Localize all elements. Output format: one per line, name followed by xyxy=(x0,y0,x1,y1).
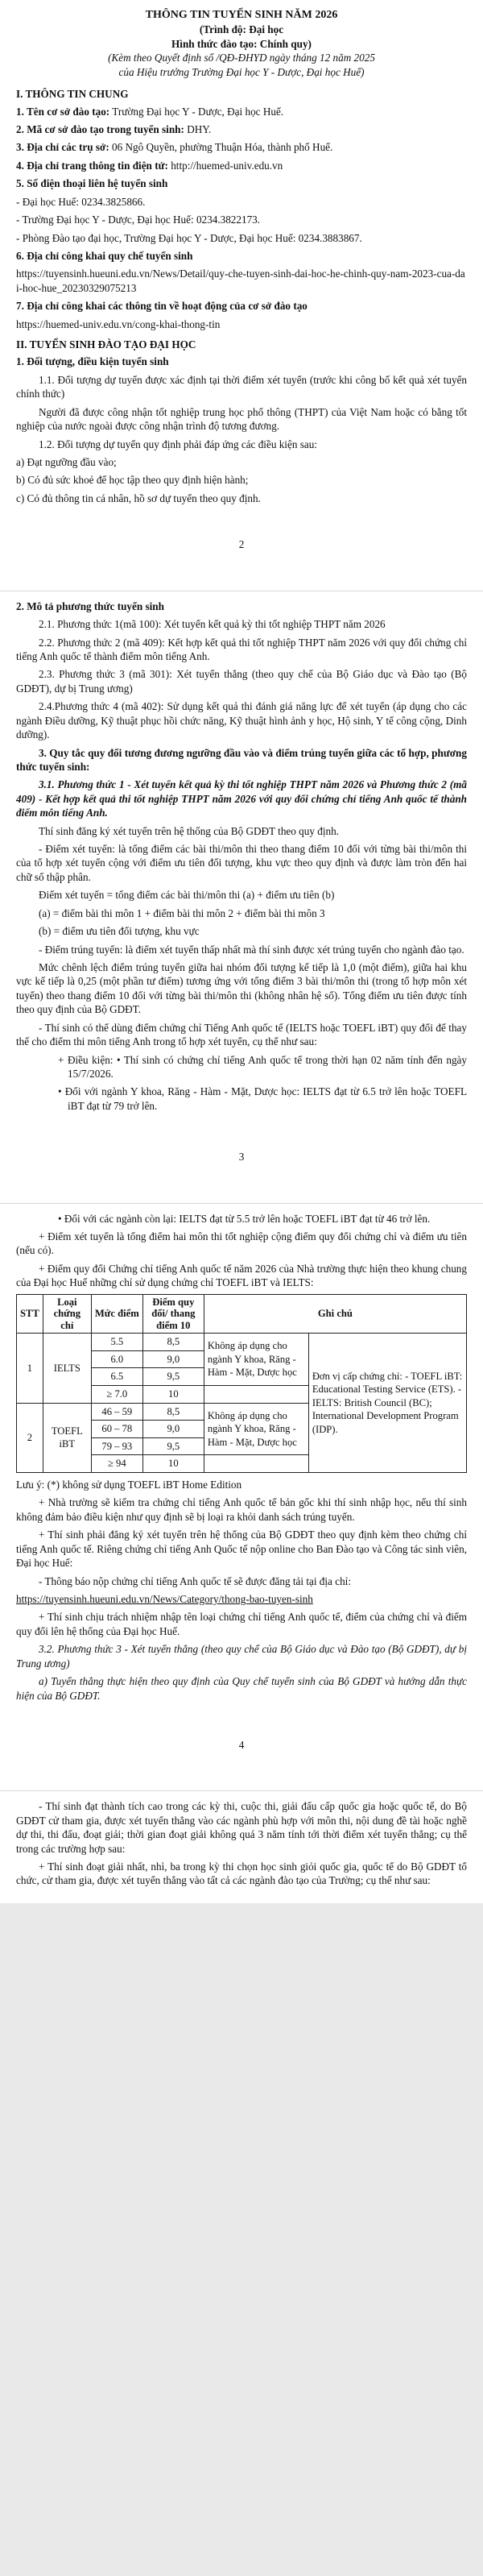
english-cert-rule: - Thí sinh có thể dùng điểm chứng chỉ Tiếng Anh quốc tế (IELTS hoặc TOEFL iBT) quy đổi để thay thế cho điểm thi môn tiếng Anh trong tổ hợp xét tuyển, cụ thể như sau: xyxy=(16,1021,467,1048)
check-original: + Nhà trường sẽ kiểm tra chứng chỉ tiếng Anh quốc tế bản gốc khi thí sinh nhập học, nếu thí sinh không đảm bảo điều kiện như quy định sẽ bị loại ra khỏi danh sách trúng tuyển. xyxy=(16,1496,467,1523)
admission-score-definition: - Điểm xét tuyển: là tổng điểm các bài thi/môn thi theo thang điểm 10 đối với từng bài thi/môn thi của tổ hợp xét tuyển cộng với điểm ưu tiên đối tượng, khu vực theo quy định và được làm tròn đến hai chữ số thập phân. xyxy=(16,843,467,883)
th-note: Ghi chú xyxy=(204,1294,466,1333)
item-disclosure-heading: 7. Địa chỉ công khai các thông tin về hoạt động của cơ sở đào tạo xyxy=(16,300,308,313)
cell-level: 60 – 78 xyxy=(91,1421,142,1438)
table-header-row xyxy=(17,1294,467,1333)
cell-score: 9,0 xyxy=(142,1421,204,1438)
replace-rule: + Điểm xét tuyển là tổng điểm hai môn thi tốt nghiệp cộng điểm quy đổi chứng chỉ và điểm ưu tiên (nếu có). xyxy=(16,1230,467,1257)
th-type: Loại chứng chỉ xyxy=(43,1294,91,1333)
cell-level: 5.5 xyxy=(91,1334,142,1351)
cell-type: IELTS xyxy=(43,1334,91,1403)
method-4: 2.4.Phương thức 4 (mã 402): Sử dụng kết quả thi đánh giá năng lực để xét tuyển (áp dụng cho các ngành Điều dưỡng, Kỹ thuật phục hồi chức năng, Kỹ thuật hình ảnh y học, Hộ sinh, Y tế công cộng, Dinh dưỡng). xyxy=(16,700,467,741)
cell-level: ≥ 7.0 xyxy=(91,1385,142,1403)
cell-note-empty xyxy=(204,1385,308,1403)
subsection-conversion-rules: 3. Quy tắc quy đổi tương đương ngưỡng đầu vào và điểm trúng tuyển giữa các tổ hợp, phương thức tuyển sinh: xyxy=(16,746,467,773)
cell-score: 9,0 xyxy=(142,1350,204,1368)
para-3-2: 3.2. Phương thức 3 - Xét tuyển thẳng (theo quy chế của Bộ Giáo dục và Đào tạo (Bộ GDĐT), dự bị Trung ương) xyxy=(16,1643,467,1670)
direct-admission-national-prize: + Thí sinh đoạt giải nhất, nhì, ba trong kỳ thi chọn học sinh giỏi quốc gia, quốc tế do Bộ GDĐT tổ chức, cử tham gia, được xét tuyển thẳng vào tất cả các ngành đào tạo của Trường; cụ thể như sau: xyxy=(16,1860,467,1887)
condition-c: c) Có đủ thông tin cá nhân, hồ sơ dự tuyển theo quy định. xyxy=(16,492,261,504)
para-3-2-a: a) Tuyển thẳng thực hiện theo quy định của Quy chế tuyển sinh của Bộ GDĐT và hướng dẫn thực hiện của Bộ GDĐT. xyxy=(16,1675,467,1702)
cell-stt: 1 xyxy=(17,1334,43,1403)
cell-level: 6.0 xyxy=(91,1350,142,1368)
table-footnote: Lưu ý: (*) không sử dụng TOEFL iBT Home Edition xyxy=(16,1479,242,1491)
para-3-1: 3.1. Phương thức 1 - Xét tuyển kết quả kỳ thi tốt nghiệp THPT năm 2026 và Phương thức 2 (mã 409) - Kết hợp kết quả thi tốt nghiệp THPT năm 2026 với quy đổi chứng chỉ tiếng Anh quốc tế thành điểm môn tiếng Anh. xyxy=(16,778,467,819)
phone-school: - Trường Đại học Y - Dược, Đại học Huế: 0234.3822173. xyxy=(16,214,261,226)
document-page-2 xyxy=(0,591,483,1203)
item-regulation-heading: 6. Địa chỉ công khai quy chế tuyển sinh xyxy=(16,249,193,262)
page-number: 4 xyxy=(238,1738,245,1751)
page-number: 2 xyxy=(238,538,245,551)
submission-link[interactable]: https://tuyensinh.hueuni.edu.vn/News/Category/thong-bao-tuyen-sinh xyxy=(16,1592,313,1605)
priority-gap: Mức chênh lệch điểm trúng tuyển giữa hai nhóm đối tượng kế tiếp là 1,0 (một điểm), giữa hai khu vực kế tiếp là 0,25 (một phần tư điểm) tương ứng với tổng điểm 3 bài thi/môn thi (trong tổ hợp môn xét tuyển) theo thang điểm 10 đối với từng bài thi/môn thi (không nhân hệ số). Tổng điểm ưu tiên được tính theo quy định của Bộ GDĐT. xyxy=(16,960,467,1016)
th-level: Mức điểm xyxy=(91,1294,142,1333)
method-2: 2.2. Phương thức 2 (mã 409): Kết hợp kết quả thi tốt nghiệp THPT năm 2026 với quy đổi chứng chỉ tiếng Anh quốc tế thành điểm môn tiếng Anh. xyxy=(16,636,467,662)
item-website: 4. Địa chỉ trang thông tin điện tử: http://huemed-univ.edu.vn xyxy=(16,159,283,172)
section-admission: II. TUYỂN SINH ĐÀO TẠO ĐẠI HỌC xyxy=(16,338,196,351)
cell-type: TOEFL iBT xyxy=(43,1403,91,1472)
cell-score: 8,5 xyxy=(142,1403,204,1421)
decree-line-1: (Kèm theo Quyết định số /QĐ-ĐHYD ngày tháng 12 năm 2025 xyxy=(108,52,375,64)
cell-level: 6.5 xyxy=(91,1368,142,1386)
th-stt: STT xyxy=(17,1294,43,1333)
cutoff-definition: - Điểm trúng tuyển: là điểm xét tuyển thấp nhất mà thí sinh được xét trúng tuyển cho ngành đào tạo. xyxy=(39,943,464,956)
cell-level: 79 – 93 xyxy=(91,1437,142,1455)
cell-note-empty xyxy=(204,1455,308,1473)
cell-level: ≥ 94 xyxy=(91,1455,142,1473)
cell-issuer: Đơn vị cấp chứng chỉ: - TOEFL iBT: Educational Testing Service (ETS). - IELTS: British Council (BC); International Development Program (IDP). xyxy=(308,1334,466,1473)
cell-stt: 2 xyxy=(17,1403,43,1472)
page-number: 3 xyxy=(238,1151,245,1164)
cell-score: 9,5 xyxy=(142,1368,204,1386)
condition-validity: + Điều kiện: • Thí sinh có chứng chỉ tiếng Anh quốc tế trong thời hạn 02 năm tính đến ngày 15/7/2026. xyxy=(58,1053,467,1080)
method-1: 2.1. Phương thức 1(mã 100): Xét tuyển kết quả kỳ thi tốt nghiệp THPT năm 2026 xyxy=(39,618,386,631)
registration-note: Thí sinh đăng ký xét tuyển trên hệ thống của Bộ GDĐT theo quy định. xyxy=(39,824,339,837)
registration-online: + Thí sinh phải đăng ký xét tuyển trên hệ thống của Bộ GDĐT theo quy định kèm theo chứng chỉ tiếng Anh quốc tế. Riêng chứng chỉ tiếng Anh Quốc tế nộp online cho Ban Đào tạo và Công tác sinh viên, Đại học Huế: xyxy=(16,1529,467,1570)
item-institution-code: 2. Mã cơ sở đào tạo trong tuyển sinh: DHY. xyxy=(16,123,212,135)
disclosure-link[interactable]: https://huemed-univ.edu.vn/cong-khai-thong-tin xyxy=(16,317,221,330)
candidate-responsibility: + Thí sinh chịu trách nhiệm nhập tên loại chứng chỉ tiếng Anh quốc tế, điểm của chứng chỉ và điểm quy đổi lên hệ thống của Đại học Huế. xyxy=(16,1611,467,1637)
para-1-1-b: Người đã được công nhận tốt nghiệp trung học phổ thông (THPT) của Việt Nam hoặc có bằng tốt nghiệp của nước ngoài được công nhận trình độ tương đương. xyxy=(16,405,467,433)
item-address: 3. Địa chỉ các trụ sở: 06 Ngô Quyền, phường Thuận Hóa, thành phố Huế. xyxy=(16,141,333,154)
subsection-eligibility: 1. Đối tượng, điều kiện tuyển sinh xyxy=(16,355,169,368)
mode-line: Hình thức đào tạo: Chính quy) xyxy=(171,37,312,50)
th-score: Điểm quy đổi/ thang điểm 10 xyxy=(142,1294,204,1333)
document-page-1 xyxy=(0,0,483,591)
level-line: (Trình độ: Đại học xyxy=(199,23,284,36)
para-1-1: 1.1. Đối tượng dự tuyển được xác định tại thời điểm xét tuyển (trước khi công bố kết quả xét tuyển chính thức) xyxy=(16,373,467,400)
cell-level: 46 – 59 xyxy=(91,1403,142,1421)
direct-admission-awards: - Thí sinh đạt thành tích cao trong các kỳ thi, cuộc thi, giải đấu cấp quốc gia hoặc quốc tế, do Bộ GDĐT cử tham gia, được xét tuyển thẳng vào các ngành phù hợp với môn thi, nội dung đề tài hoặc nghề dự thi, thi đấu, đoạt giải; thời gian đoạt giải không quá 3 năm tính tới thời điểm xét tuyển thẳng; cụ thể trong các trường hợp sau: xyxy=(16,1800,467,1855)
score-formula: Điểm xét tuyển = tổng điểm các bài thi/môn thi (a) + điểm ưu tiên (b) xyxy=(39,889,335,902)
item-phone-heading: 5. Số điện thoại liên hệ tuyển sinh xyxy=(16,177,168,190)
condition-other-majors: • Đối với các ngành còn lại: IELTS đạt từ 5.5 trở lên hoặc TOEFL iBT đạt từ 46 trở lên. xyxy=(58,1212,431,1225)
regulation-link[interactable]: https://tuyensinh.hueuni.edu.vn/News/Detail/quy-che-tuyen-sinh-dai-hoc-he-chinh-quy-nam-2023-cua-dai-hoc-hue_20230329075213 xyxy=(16,268,465,294)
condition-a: a) Đạt ngưỡng đầu vào; xyxy=(16,456,117,469)
condition-medicine: • Đối với ngành Y khoa, Răng - Hàm - Mặt, Dược học: IELTS đạt từ 6.5 trở lên hoặc TOEFL iBT đạt từ 79 trở lên. xyxy=(58,1085,467,1112)
conversion-framework: + Điểm quy đổi Chứng chỉ tiếng Anh quốc tế năm 2026 của Nhà trường thực hiện theo khung chung của Đại học Huế những chỉ sử dụng chứng chỉ TOEFL iBT và IELTS: xyxy=(16,1262,467,1289)
phone-training-office: - Phòng Đào tạo đại học, Trường Đại học Y - Dược, Đại học Huế: 0234.3883867. xyxy=(16,231,362,244)
decree-line-2: của Hiệu trưởng Trường Đại học Y - Dược, Đại học Huế) xyxy=(118,65,365,78)
document-title: THÔNG TIN TUYỂN SINH NĂM 2026 xyxy=(145,9,338,21)
cell-score: 8,5 xyxy=(142,1334,204,1351)
cell-note: Không áp dụng cho ngành Y khoa, Răng - Hàm - Mặt, Dược học xyxy=(204,1403,308,1455)
submission-notice: - Thông báo nộp chứng chỉ tiếng Anh quốc tế sẽ được đăng tải tại địa chỉ: xyxy=(39,1574,351,1587)
cell-score: 9,5 xyxy=(142,1437,204,1455)
subsection-methods: 2. Mô tả phương thức tuyển sinh xyxy=(16,599,164,612)
item-institution-name: 1. Tên cơ sở đào tạo: Trường Đại học Y - Dược, Đại học Huế. xyxy=(16,105,284,118)
document-page-4 xyxy=(0,1790,483,1903)
conversion-table xyxy=(16,1294,467,1473)
formula-b: (b) = điểm ưu tiên đối tượng, khu vực xyxy=(39,925,200,938)
formula-a: (a) = điểm bài thi môn 1 + điểm bài thi môn 2 + điểm bài thi môn 3 xyxy=(39,906,325,919)
cell-score: 10 xyxy=(142,1455,204,1473)
condition-b: b) Có đủ sức khoẻ để học tập theo quy định hiện hành; xyxy=(16,474,249,487)
table-row xyxy=(17,1334,467,1351)
phone-hue-university: - Đại học Huế: 0234.3825866. xyxy=(16,195,146,208)
cell-note: Không áp dụng cho ngành Y khoa, Răng - Hàm - Mặt, Dược học xyxy=(204,1334,308,1386)
para-1-2: 1.2. Đối tượng dự tuyển quy định phải đáp ứng các điều kiện sau: xyxy=(39,438,317,450)
method-3: 2.3. Phương thức 3 (mã 301): Xét tuyển thẳng (theo quy chế của Bộ Giáo dục và Đào tạo (Bộ GDĐT), dự bị Trung ương) xyxy=(16,668,467,695)
section-general: I. THÔNG TIN CHUNG xyxy=(16,88,129,101)
cell-score: 10 xyxy=(142,1385,204,1403)
document-page-3 xyxy=(0,1203,483,1791)
